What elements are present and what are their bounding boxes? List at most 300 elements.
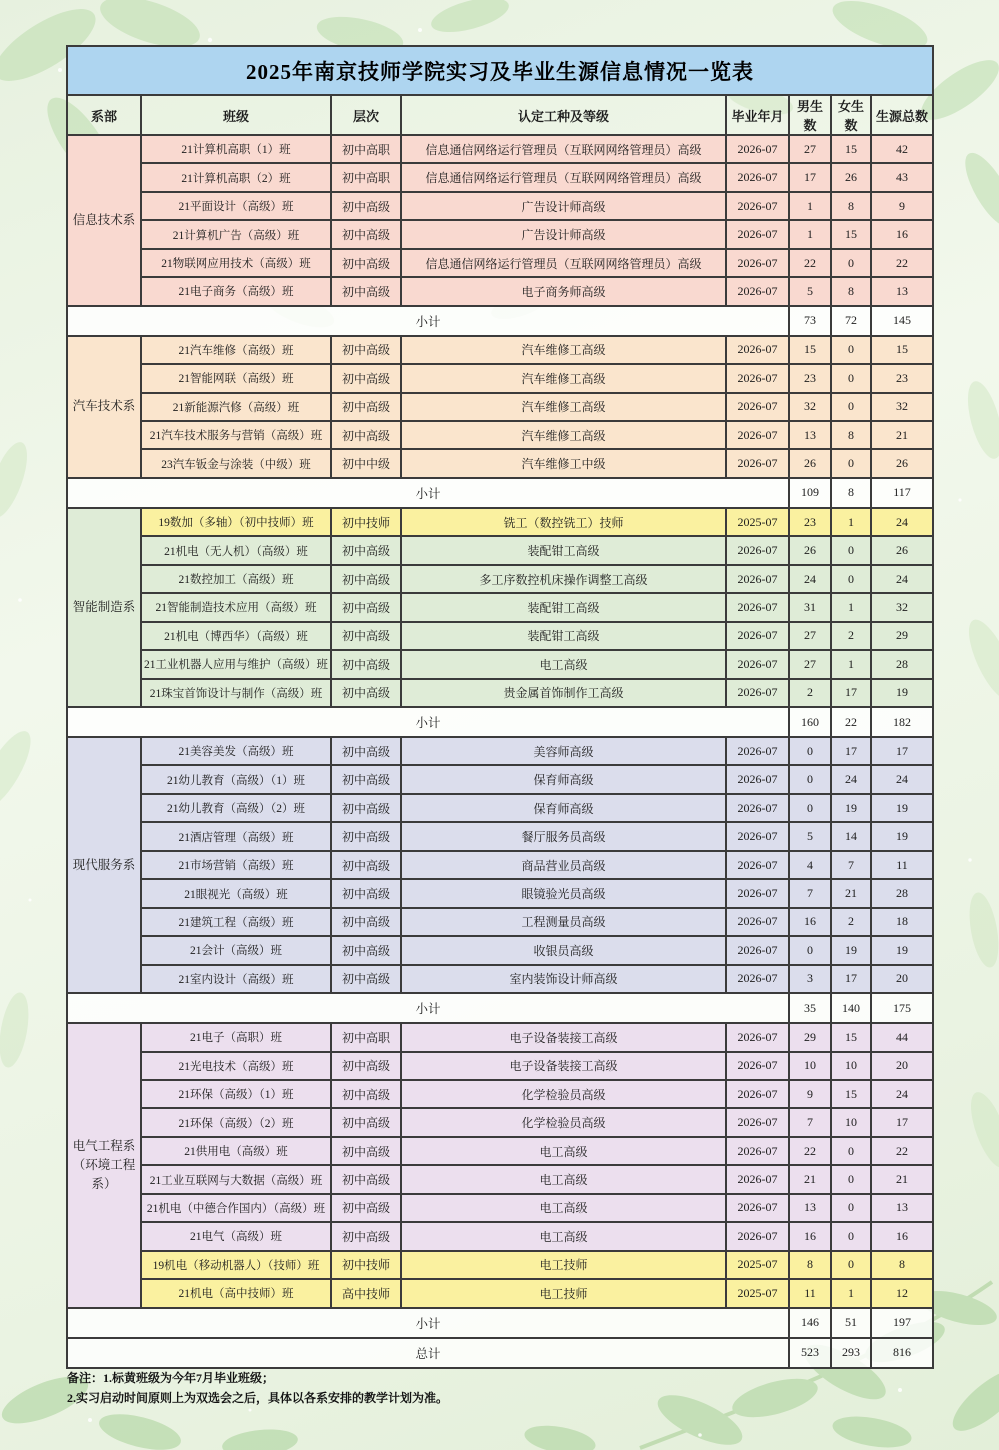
cell-grad-date: 2026-07 <box>726 737 789 765</box>
cell-grad-date: 2026-07 <box>726 879 789 907</box>
cell-male-count: 16 <box>789 1222 831 1250</box>
cell-grad-date: 2026-07 <box>726 936 789 964</box>
cell-trade: 美容师高级 <box>401 737 726 765</box>
cell-class: 21数控加工（高级）班 <box>141 565 331 593</box>
class-row <box>67 737 933 765</box>
subtotal-male-count: 35 <box>789 993 831 1023</box>
cell-level: 初中高级 <box>331 851 401 879</box>
cell-grad-date: 2026-07 <box>726 765 789 793</box>
cell-level: 初中高级 <box>331 1080 401 1108</box>
cell-female-count: 17 <box>831 737 871 765</box>
subtotal-row <box>67 707 933 737</box>
cell-total-count: 24 <box>871 1080 933 1108</box>
cell-female-count: 7 <box>831 851 871 879</box>
cell-trade: 电工技师 <box>401 1251 726 1279</box>
class-row <box>67 879 933 907</box>
cell-total-count: 24 <box>871 508 933 536</box>
cell-grad-date: 2026-07 <box>726 794 789 822</box>
class-row <box>67 1108 933 1136</box>
cell-trade: 汽车维修工高级 <box>401 336 726 364</box>
cell-level: 初中高级 <box>331 565 401 593</box>
class-row <box>67 822 933 850</box>
cell-male-count: 5 <box>789 277 831 305</box>
cell-level: 初中高级 <box>331 650 401 678</box>
cell-grad-date: 2026-07 <box>726 336 789 364</box>
subtotal-label: 小计 <box>67 306 789 336</box>
cell-level: 初中高级 <box>331 277 401 305</box>
cell-female-count: 15 <box>831 1080 871 1108</box>
class-row <box>67 593 933 621</box>
cell-total-count: 13 <box>871 277 933 305</box>
cell-level: 高中技师 <box>331 1279 401 1307</box>
cell-female-count: 24 <box>831 765 871 793</box>
cell-level: 初中高级 <box>331 1194 401 1222</box>
cell-total-count: 32 <box>871 593 933 621</box>
cell-level: 初中高级 <box>331 1137 401 1165</box>
cell-total-count: 22 <box>871 1137 933 1165</box>
cell-grad-date: 2026-07 <box>726 965 789 993</box>
cell-level: 初中高级 <box>331 220 401 248</box>
class-row <box>67 650 933 678</box>
cell-female-count: 0 <box>831 1194 871 1222</box>
cell-male-count: 0 <box>789 794 831 822</box>
cell-trade: 信息通信网络运行管理员（互联网网络管理员）高级 <box>401 135 726 163</box>
cell-total-count: 24 <box>871 765 933 793</box>
cell-trade: 电工高级 <box>401 1165 726 1193</box>
cell-trade: 广告设计师高级 <box>401 220 726 248</box>
cell-female-count: 0 <box>831 449 871 477</box>
cell-total-count: 29 <box>871 622 933 650</box>
cell-total-count: 19 <box>871 936 933 964</box>
title-row <box>67 46 933 95</box>
class-row <box>67 449 933 477</box>
cell-male-count: 17 <box>789 163 831 191</box>
cell-female-count: 14 <box>831 822 871 850</box>
cell-female-count: 10 <box>831 1108 871 1136</box>
cell-trade: 信息通信网络运行管理员（互联网网络管理员）高级 <box>401 249 726 277</box>
cell-class: 23汽车钣金与涂装（中级）班 <box>141 449 331 477</box>
cell-total-count: 18 <box>871 908 933 936</box>
subtotal-female-count: 72 <box>831 306 871 336</box>
subtotal-male-count: 160 <box>789 707 831 737</box>
cell-female-count: 10 <box>831 1052 871 1080</box>
cell-grad-date: 2026-07 <box>726 851 789 879</box>
cell-grad-date: 2026-07 <box>726 622 789 650</box>
cell-female-count: 2 <box>831 622 871 650</box>
cell-male-count: 4 <box>789 851 831 879</box>
cell-grad-date: 2026-07 <box>726 449 789 477</box>
cell-female-count: 26 <box>831 163 871 191</box>
cell-level: 初中高职 <box>331 135 401 163</box>
cell-level: 初中高级 <box>331 1052 401 1080</box>
cell-female-count: 21 <box>831 879 871 907</box>
col-header-level: 层次 <box>331 95 401 135</box>
cell-grad-date: 2026-07 <box>726 650 789 678</box>
subtotal-male-count: 109 <box>789 478 831 508</box>
cell-trade: 汽车维修工高级 <box>401 364 726 392</box>
class-row <box>67 192 933 220</box>
cell-grad-date: 2026-07 <box>726 163 789 191</box>
subtotal-total-count: 197 <box>871 1308 933 1338</box>
cell-class: 21电子（高职）班 <box>141 1023 331 1051</box>
subtotal-male-count: 73 <box>789 306 831 336</box>
cell-total-count: 32 <box>871 393 933 421</box>
cell-male-count: 27 <box>789 622 831 650</box>
cell-total-count: 20 <box>871 965 933 993</box>
cell-male-count: 15 <box>789 336 831 364</box>
class-row <box>67 622 933 650</box>
cell-grad-date: 2026-07 <box>726 565 789 593</box>
subtotal-female-count: 8 <box>831 478 871 508</box>
subtotal-total-count: 182 <box>871 707 933 737</box>
cell-male-count: 1 <box>789 220 831 248</box>
cell-total-count: 16 <box>871 1222 933 1250</box>
class-row <box>67 249 933 277</box>
cell-trade: 收银员高级 <box>401 936 726 964</box>
cell-class: 21酒店管理（高级）班 <box>141 822 331 850</box>
cell-grad-date: 2026-07 <box>726 192 789 220</box>
cell-class: 21计算机高职（2）班 <box>141 163 331 191</box>
cell-female-count: 8 <box>831 192 871 220</box>
cell-level: 初中高级 <box>331 1165 401 1193</box>
student-source-table <box>66 45 934 1369</box>
col-header-trade: 认定工种及等级 <box>401 95 726 135</box>
cell-grad-date: 2026-07 <box>726 1023 789 1051</box>
cell-female-count: 19 <box>831 794 871 822</box>
cell-trade: 汽车维修工中级 <box>401 449 726 477</box>
cell-male-count: 1 <box>789 192 831 220</box>
cell-female-count: 0 <box>831 565 871 593</box>
subtotal-label: 小计 <box>67 707 789 737</box>
cell-class: 21工业互联网与大数据（高级）班 <box>141 1165 331 1193</box>
cell-trade: 装配钳工高级 <box>401 536 726 564</box>
cell-grad-date: 2026-07 <box>726 536 789 564</box>
cell-trade: 电工技师 <box>401 1279 726 1307</box>
cell-total-count: 24 <box>871 565 933 593</box>
cell-level: 初中高级 <box>331 936 401 964</box>
cell-trade: 电工高级 <box>401 1222 726 1250</box>
cell-total-count: 42 <box>871 135 933 163</box>
cell-male-count: 21 <box>789 1165 831 1193</box>
cell-trade: 电工高级 <box>401 650 726 678</box>
cell-trade: 装配钳工高级 <box>401 593 726 621</box>
cell-trade: 汽车维修工高级 <box>401 421 726 449</box>
cell-class: 19数加（多轴）（初中技师）班 <box>141 508 331 536</box>
cell-female-count: 8 <box>831 277 871 305</box>
cell-male-count: 22 <box>789 1137 831 1165</box>
cell-trade: 工程测量员高级 <box>401 908 726 936</box>
subtotal-total-count: 175 <box>871 993 933 1023</box>
cell-level: 初中高级 <box>331 794 401 822</box>
cell-total-count: 19 <box>871 794 933 822</box>
cell-total-count: 17 <box>871 737 933 765</box>
cell-level: 初中高级 <box>331 965 401 993</box>
department-cell: 现代服务系 <box>67 737 141 993</box>
cell-male-count: 7 <box>789 1108 831 1136</box>
class-row <box>67 679 933 707</box>
cell-female-count: 1 <box>831 508 871 536</box>
cell-grad-date: 2025-07 <box>726 508 789 536</box>
cell-male-count: 23 <box>789 364 831 392</box>
cell-class: 21环保（高级）（2）班 <box>141 1108 331 1136</box>
cell-total-count: 12 <box>871 1279 933 1307</box>
cell-grad-date: 2025-07 <box>726 1279 789 1307</box>
cell-grad-date: 2026-07 <box>726 1137 789 1165</box>
cell-grad-date: 2026-07 <box>726 220 789 248</box>
subtotal-female-count: 140 <box>831 993 871 1023</box>
cell-total-count: 19 <box>871 822 933 850</box>
cell-male-count: 10 <box>789 1052 831 1080</box>
cell-grad-date: 2026-07 <box>726 249 789 277</box>
subtotal-row <box>67 1308 933 1338</box>
cell-trade: 保育师高级 <box>401 794 726 822</box>
cell-male-count: 8 <box>789 1251 831 1279</box>
col-header-grad-date: 毕业年月 <box>726 95 789 135</box>
cell-female-count: 0 <box>831 249 871 277</box>
cell-male-count: 26 <box>789 536 831 564</box>
cell-grad-date: 2026-07 <box>726 277 789 305</box>
cell-grad-date: 2026-07 <box>726 822 789 850</box>
cell-trade: 保育师高级 <box>401 765 726 793</box>
cell-level: 初中高级 <box>331 879 401 907</box>
cell-female-count: 1 <box>831 1279 871 1307</box>
cell-level: 初中高级 <box>331 908 401 936</box>
cell-male-count: 26 <box>789 449 831 477</box>
cell-trade: 铣工（数控铣工）技师 <box>401 508 726 536</box>
cell-grad-date: 2026-07 <box>726 364 789 392</box>
cell-class: 19机电（移动机器人）（技师）班 <box>141 1251 331 1279</box>
cell-level: 初中高级 <box>331 622 401 650</box>
cell-class: 21计算机高职（1）班 <box>141 135 331 163</box>
cell-grad-date: 2026-07 <box>726 1194 789 1222</box>
cell-level: 初中高级 <box>331 364 401 392</box>
cell-total-count: 28 <box>871 879 933 907</box>
cell-class: 21室内设计（高级）班 <box>141 965 331 993</box>
class-row <box>67 393 933 421</box>
class-row <box>67 1023 933 1051</box>
cell-class: 21机电（中德合作国内）（高级）班 <box>141 1194 331 1222</box>
cell-level: 初中高级 <box>331 822 401 850</box>
footnotes <box>67 1369 707 1409</box>
cell-female-count: 15 <box>831 220 871 248</box>
class-row <box>67 1251 933 1279</box>
subtotal-total-count: 145 <box>871 306 933 336</box>
cell-level: 初中高级 <box>331 393 401 421</box>
subtotal-row <box>67 306 933 336</box>
cell-total-count: 8 <box>871 1251 933 1279</box>
cell-female-count: 0 <box>831 536 871 564</box>
col-header-department: 系部 <box>67 95 141 135</box>
cell-total-count: 43 <box>871 163 933 191</box>
grand-total-female-count: 293 <box>831 1338 871 1368</box>
class-row <box>67 765 933 793</box>
cell-female-count: 1 <box>831 650 871 678</box>
cell-total-count: 20 <box>871 1052 933 1080</box>
class-row <box>67 1194 933 1222</box>
cell-male-count: 2 <box>789 679 831 707</box>
cell-class: 21机电（博西华）（高级）班 <box>141 622 331 650</box>
class-row <box>67 277 933 305</box>
col-header-class: 班级 <box>141 95 331 135</box>
class-row <box>67 1052 933 1080</box>
cell-level: 初中高级 <box>331 679 401 707</box>
cell-total-count: 19 <box>871 679 933 707</box>
cell-trade: 贵金属首饰制作工高级 <box>401 679 726 707</box>
cell-class: 21电子商务（高级）班 <box>141 277 331 305</box>
cell-class: 21智能网联（高级）班 <box>141 364 331 392</box>
cell-male-count: 11 <box>789 1279 831 1307</box>
cell-grad-date: 2025-07 <box>726 1251 789 1279</box>
cell-trade: 室内装饰设计师高级 <box>401 965 726 993</box>
cell-level: 初中高级 <box>331 593 401 621</box>
cell-level: 初中高级 <box>331 421 401 449</box>
cell-total-count: 44 <box>871 1023 933 1051</box>
class-row <box>67 421 933 449</box>
class-row <box>67 1279 933 1307</box>
cell-male-count: 31 <box>789 593 831 621</box>
cell-total-count: 15 <box>871 336 933 364</box>
col-header-total-count: 生源总数 <box>871 95 933 135</box>
cell-grad-date: 2026-07 <box>726 1222 789 1250</box>
cell-female-count: 0 <box>831 393 871 421</box>
cell-class: 21光电技术（高级）班 <box>141 1052 331 1080</box>
grand-total-total-count: 816 <box>871 1338 933 1368</box>
cell-class: 21平面设计（高级）班 <box>141 192 331 220</box>
cell-grad-date: 2026-07 <box>726 1108 789 1136</box>
cell-total-count: 21 <box>871 1165 933 1193</box>
cell-grad-date: 2026-07 <box>726 393 789 421</box>
cell-female-count: 17 <box>831 965 871 993</box>
footnote-line-2: 2.实习启动时间原则上为双选会之后，具体以各系安排的教学计划为准。 <box>67 1390 449 1405</box>
cell-female-count: 0 <box>831 1251 871 1279</box>
cell-total-count: 21 <box>871 421 933 449</box>
cell-female-count: 0 <box>831 1222 871 1250</box>
cell-male-count: 3 <box>789 965 831 993</box>
cell-male-count: 0 <box>789 765 831 793</box>
cell-male-count: 9 <box>789 1080 831 1108</box>
class-row <box>67 851 933 879</box>
cell-total-count: 9 <box>871 192 933 220</box>
class-row <box>67 1222 933 1250</box>
subtotal-male-count: 146 <box>789 1308 831 1338</box>
class-row <box>67 908 933 936</box>
class-row <box>67 508 933 536</box>
class-row <box>67 936 933 964</box>
cell-class: 21新能源汽修（高级）班 <box>141 393 331 421</box>
cell-male-count: 13 <box>789 1194 831 1222</box>
cell-female-count: 8 <box>831 421 871 449</box>
cell-trade: 电工高级 <box>401 1194 726 1222</box>
cell-class: 21工业机器人应用与维护（高级）班 <box>141 650 331 678</box>
cell-trade: 装配钳工高级 <box>401 622 726 650</box>
cell-trade: 电子设备装接工高级 <box>401 1023 726 1051</box>
cell-trade: 电工高级 <box>401 1137 726 1165</box>
cell-female-count: 15 <box>831 135 871 163</box>
cell-grad-date: 2026-07 <box>726 135 789 163</box>
cell-trade: 电子商务师高级 <box>401 277 726 305</box>
cell-grad-date: 2026-07 <box>726 1080 789 1108</box>
cell-trade: 汽车维修工高级 <box>401 393 726 421</box>
cell-class: 21幼儿教育（高级）（2）班 <box>141 794 331 822</box>
class-row <box>67 1165 933 1193</box>
col-header-female-count: 女生数 <box>831 95 871 135</box>
cell-male-count: 5 <box>789 822 831 850</box>
cell-total-count: 11 <box>871 851 933 879</box>
cell-total-count: 16 <box>871 220 933 248</box>
cell-grad-date: 2026-07 <box>726 1052 789 1080</box>
cell-male-count: 27 <box>789 650 831 678</box>
cell-class: 21汽车维修（高级）班 <box>141 336 331 364</box>
cell-trade: 多工序数控机床操作调整工高级 <box>401 565 726 593</box>
grand-total-male-count: 523 <box>789 1338 831 1368</box>
subtotal-row <box>67 993 933 1023</box>
cell-level: 初中技师 <box>331 1251 401 1279</box>
cell-total-count: 23 <box>871 364 933 392</box>
cell-trade: 餐厅服务员高级 <box>401 822 726 850</box>
cell-class: 21汽车技术服务与营销（高级）班 <box>141 421 331 449</box>
col-header-male-count: 男生数 <box>789 95 831 135</box>
cell-male-count: 0 <box>789 737 831 765</box>
cell-class: 21供用电（高级）班 <box>141 1137 331 1165</box>
cell-male-count: 29 <box>789 1023 831 1051</box>
cell-class: 21智能制造技术应用（高级）班 <box>141 593 331 621</box>
subtotal-total-count: 117 <box>871 478 933 508</box>
cell-level: 初中高级 <box>331 765 401 793</box>
cell-class: 21建筑工程（高级）班 <box>141 908 331 936</box>
class-row <box>67 163 933 191</box>
cell-class: 21物联网应用技术（高级）班 <box>141 249 331 277</box>
cell-female-count: 2 <box>831 908 871 936</box>
cell-class: 21计算机广告（高级）班 <box>141 220 331 248</box>
cell-level: 初中高级 <box>331 336 401 364</box>
cell-female-count: 15 <box>831 1023 871 1051</box>
cell-class: 21珠宝首饰设计与制作（高级）班 <box>141 679 331 707</box>
cell-total-count: 22 <box>871 249 933 277</box>
cell-male-count: 0 <box>789 936 831 964</box>
cell-female-count: 0 <box>831 1137 871 1165</box>
cell-level: 初中中级 <box>331 449 401 477</box>
cell-male-count: 13 <box>789 421 831 449</box>
class-row <box>67 536 933 564</box>
table-title: 2025年南京技师学院实习及毕业生源信息情况一览表 <box>67 46 933 95</box>
subtotal-female-count: 22 <box>831 707 871 737</box>
cell-trade: 化学检验员高级 <box>401 1108 726 1136</box>
cell-trade: 化学检验员高级 <box>401 1080 726 1108</box>
subtotal-female-count: 51 <box>831 1308 871 1338</box>
cell-class: 21机电（无人机）（高级）班 <box>141 536 331 564</box>
table-body <box>67 135 933 1368</box>
cell-level: 初中高级 <box>331 737 401 765</box>
cell-total-count: 28 <box>871 650 933 678</box>
cell-level: 初中技师 <box>331 508 401 536</box>
cell-total-count: 26 <box>871 449 933 477</box>
cell-grad-date: 2026-07 <box>726 1165 789 1193</box>
department-cell: 信息技术系 <box>67 135 141 306</box>
class-row <box>67 965 933 993</box>
cell-level: 初中高级 <box>331 192 401 220</box>
cell-trade: 信息通信网络运行管理员（互联网网络管理员）高级 <box>401 163 726 191</box>
cell-level: 初中高级 <box>331 536 401 564</box>
cell-male-count: 32 <box>789 393 831 421</box>
cell-trade: 广告设计师高级 <box>401 192 726 220</box>
cell-total-count: 13 <box>871 1194 933 1222</box>
subtotal-row <box>67 478 933 508</box>
subtotal-label: 小计 <box>67 478 789 508</box>
class-row <box>67 364 933 392</box>
cell-female-count: 0 <box>831 336 871 364</box>
class-row <box>67 336 933 364</box>
subtotal-label: 小计 <box>67 1308 789 1338</box>
